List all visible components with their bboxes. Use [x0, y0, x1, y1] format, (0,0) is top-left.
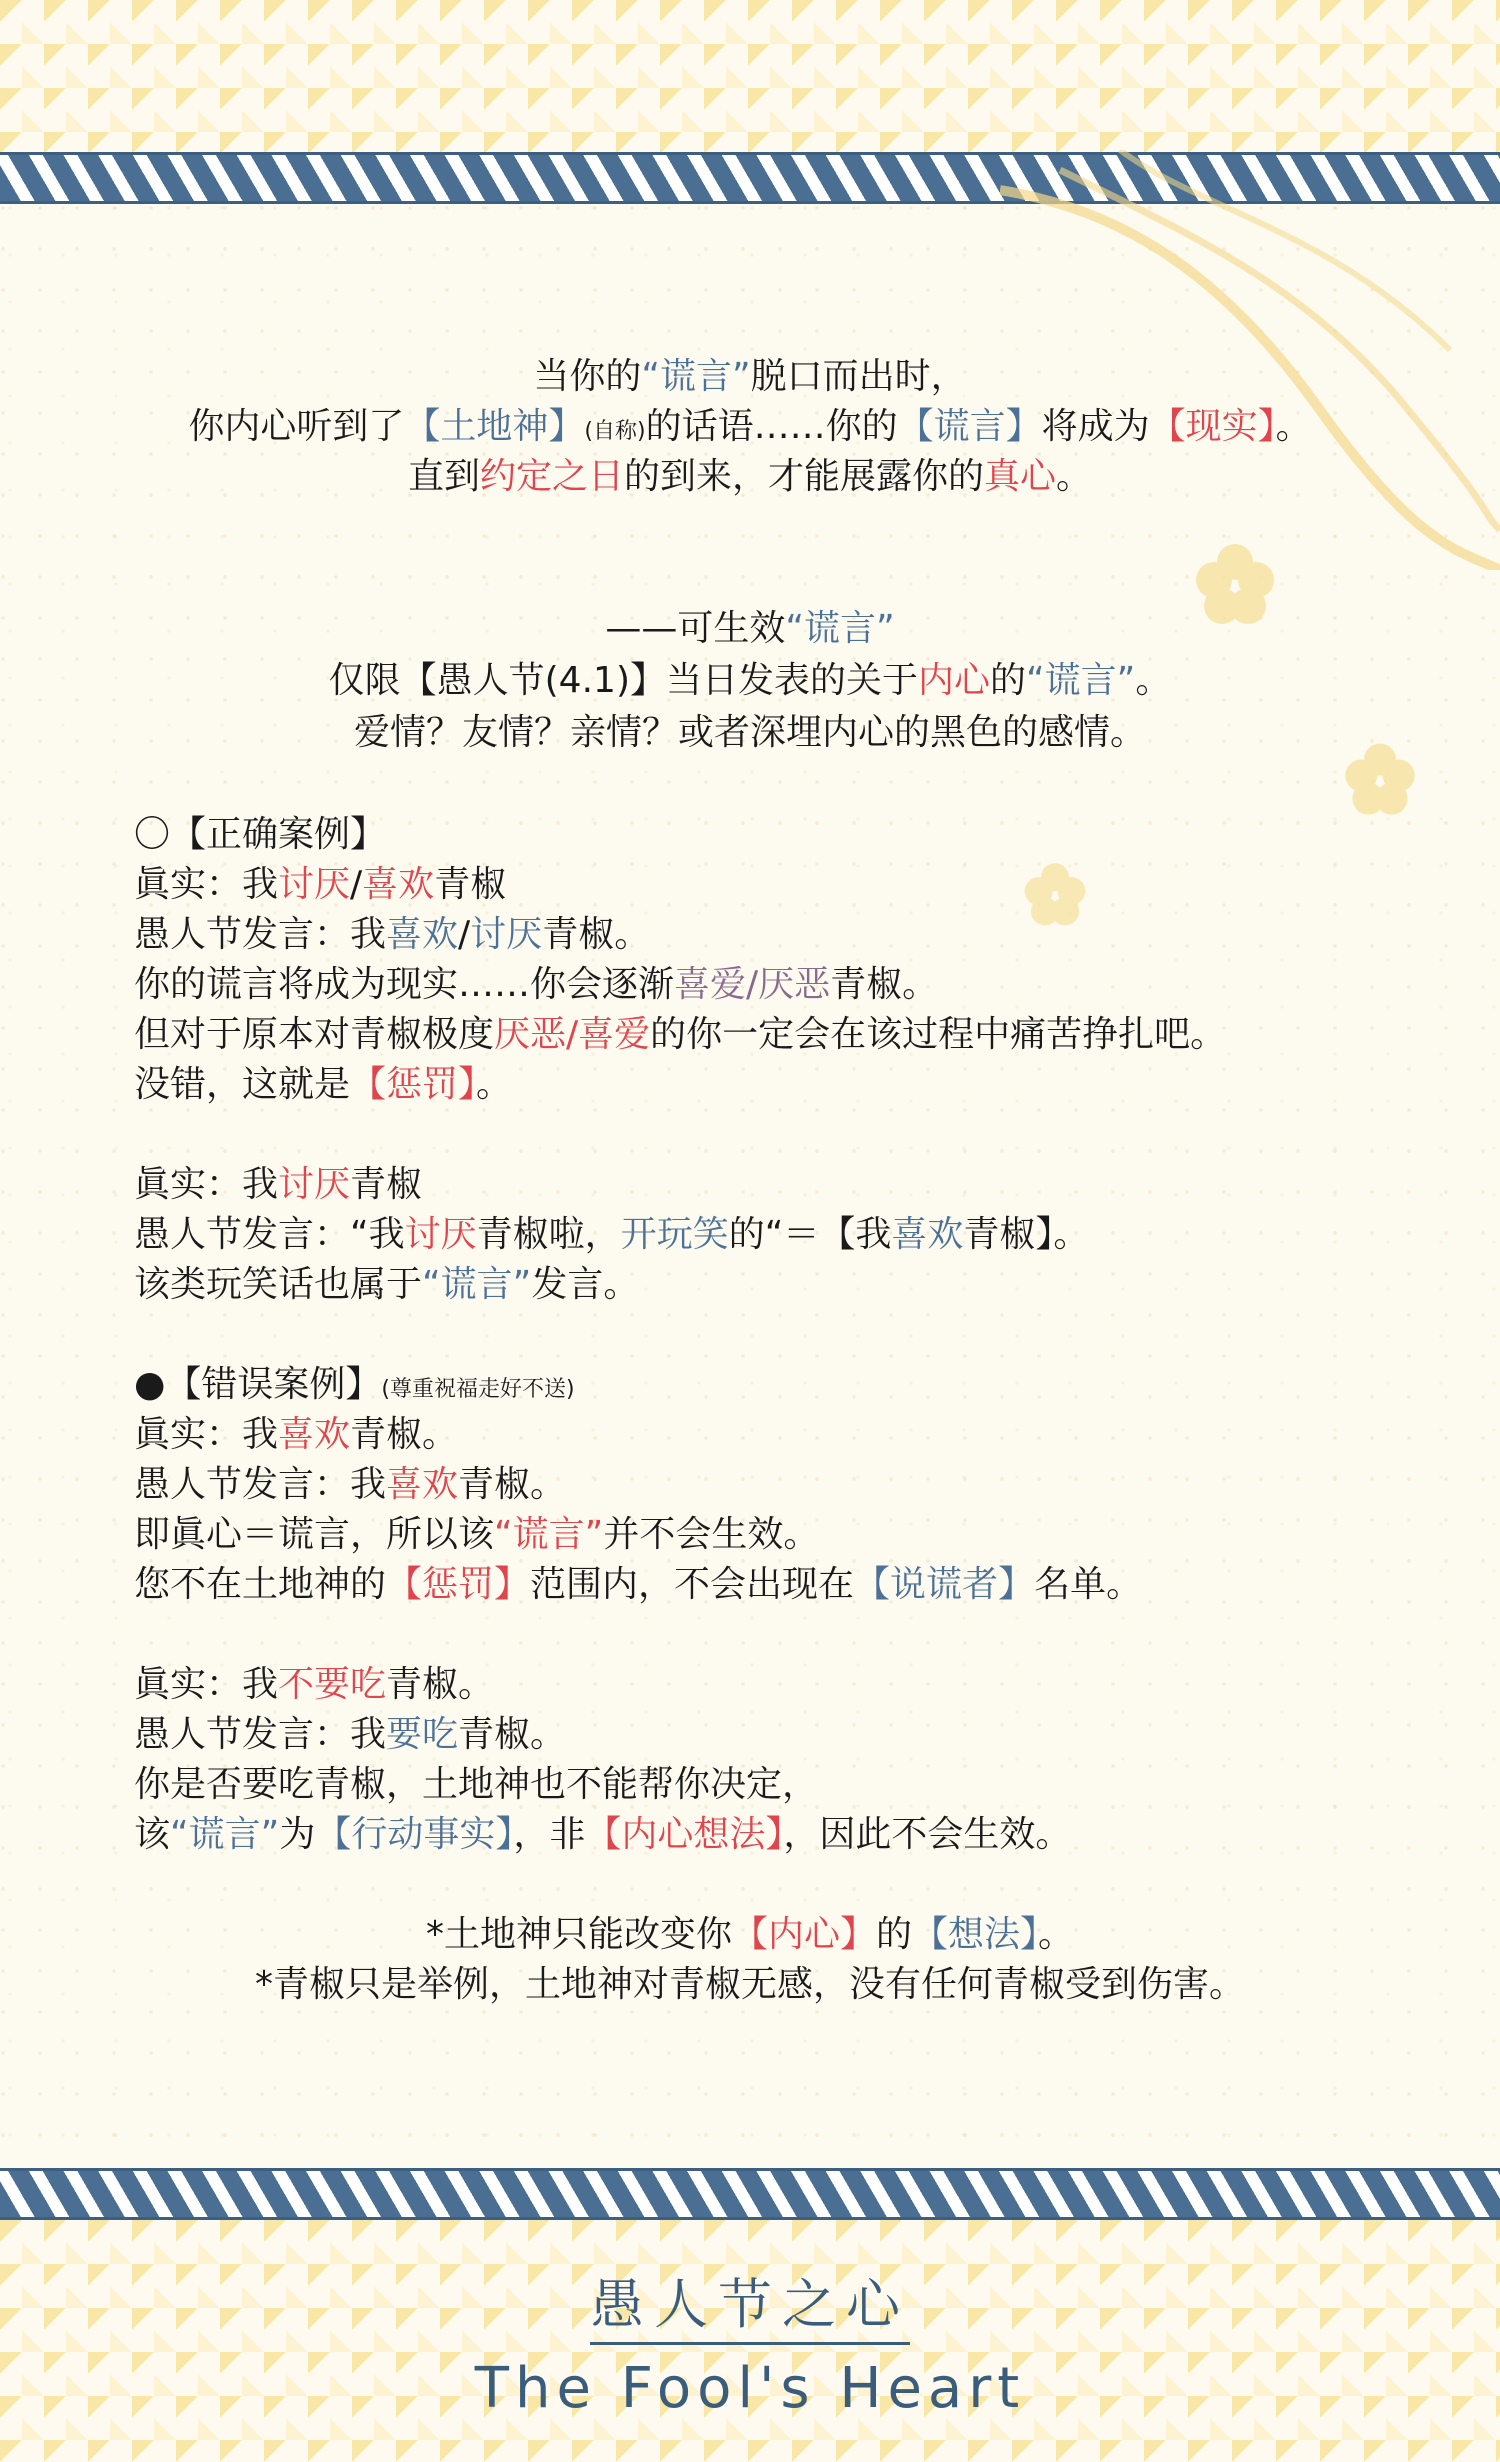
- correct-header: 〇【正确案例】: [134, 814, 387, 855]
- bottom-pattern-band: [0, 2220, 1500, 2462]
- correct-ex1-line-2: 愚人节发言：我喜欢/讨厌青椒。: [134, 914, 651, 955]
- footer-title-en: The Fool's Heart: [474, 2356, 1026, 2421]
- intro-line-2: 你内心听到了【土地神】(自称)的话语……你的【谎言】将成为【现实】。: [188, 406, 1312, 447]
- wrong-ex2-line-3: 你是否要吃青椒，土地神也不能帮你决定，: [134, 1764, 819, 1805]
- top-pattern-band: [0, 0, 1500, 160]
- wrong-ex1-line-1: 眞实：我喜欢青椒。: [134, 1414, 459, 1455]
- bottom-rope-border: [0, 2168, 1500, 2220]
- note-1: *土地神只能改变你【内心】的【想法】。: [425, 1914, 1075, 1955]
- valid-line-1: 仅限【愚人节(4.1)】当日发表的关于内心的“谎言”。: [328, 660, 1172, 701]
- intro-line-3: 直到约定之日的到来，才能展露你的真心。: [407, 456, 1093, 497]
- correct-ex2-line-2: 愚人节发言：“我讨厌青椒啦，开玩笑的“＝【我喜欢青椒】。: [134, 1214, 1090, 1255]
- wrong-ex1-line-4: 您不在土地神的【惩罚】范围内，不会出现在【说谎者】名单。: [134, 1564, 1143, 1605]
- correct-ex1-line-5: 没错，这就是【惩罚】。: [134, 1064, 513, 1105]
- wrong-ex1-line-2: 愚人节发言：我喜欢青椒。: [134, 1464, 567, 1505]
- wrong-ex1-line-3: 即眞心＝谎言，所以该“谎言”并不会生效。: [134, 1514, 820, 1555]
- footer-divider: [590, 2342, 910, 2345]
- valid-title: ——可生效“谎言”: [605, 608, 895, 649]
- footer-title-cn: 愚人节之心: [590, 2273, 910, 2336]
- intro-line-1: 当你的“谎言”脱口而出时，: [533, 356, 967, 397]
- correct-ex1-line-1: 眞实：我讨厌/喜欢青椒: [134, 864, 507, 905]
- flower-decoration: [1020, 860, 1090, 930]
- wrong-ex2-line-1: 眞实：我不要吃青椒。: [134, 1664, 495, 1705]
- correct-ex2-line-1: 眞实：我讨厌青椒: [134, 1164, 423, 1205]
- wrong-ex2-line-4: 该“谎言”为【行动事实】，非【内心想法】，因此不会生效。: [134, 1814, 1072, 1855]
- wrong-header: ●【错误案例】(尊重祝福走好不送): [134, 1364, 575, 1405]
- valid-line-2: 爱情？友情？亲情？或者深埋内心的黑色的感情。: [353, 712, 1146, 753]
- correct-ex1-line-3: 你的谎言将成为现实……你会逐渐喜爱/厌恶青椒。: [134, 964, 939, 1005]
- note-2: *青椒只是举例，土地神对青椒无感，没有任何青椒受到伤害。: [254, 1964, 1245, 2005]
- correct-ex2-line-3: 该类玩笑话也属于“谎言”发言。: [134, 1264, 640, 1305]
- wrong-ex2-line-2: 愚人节发言：我要吃青椒。: [134, 1714, 567, 1755]
- correct-ex1-line-4: 但对于原本对青椒极度厌恶/喜爱的你一定会在该过程中痛苦挣扎吧。: [134, 1014, 1227, 1055]
